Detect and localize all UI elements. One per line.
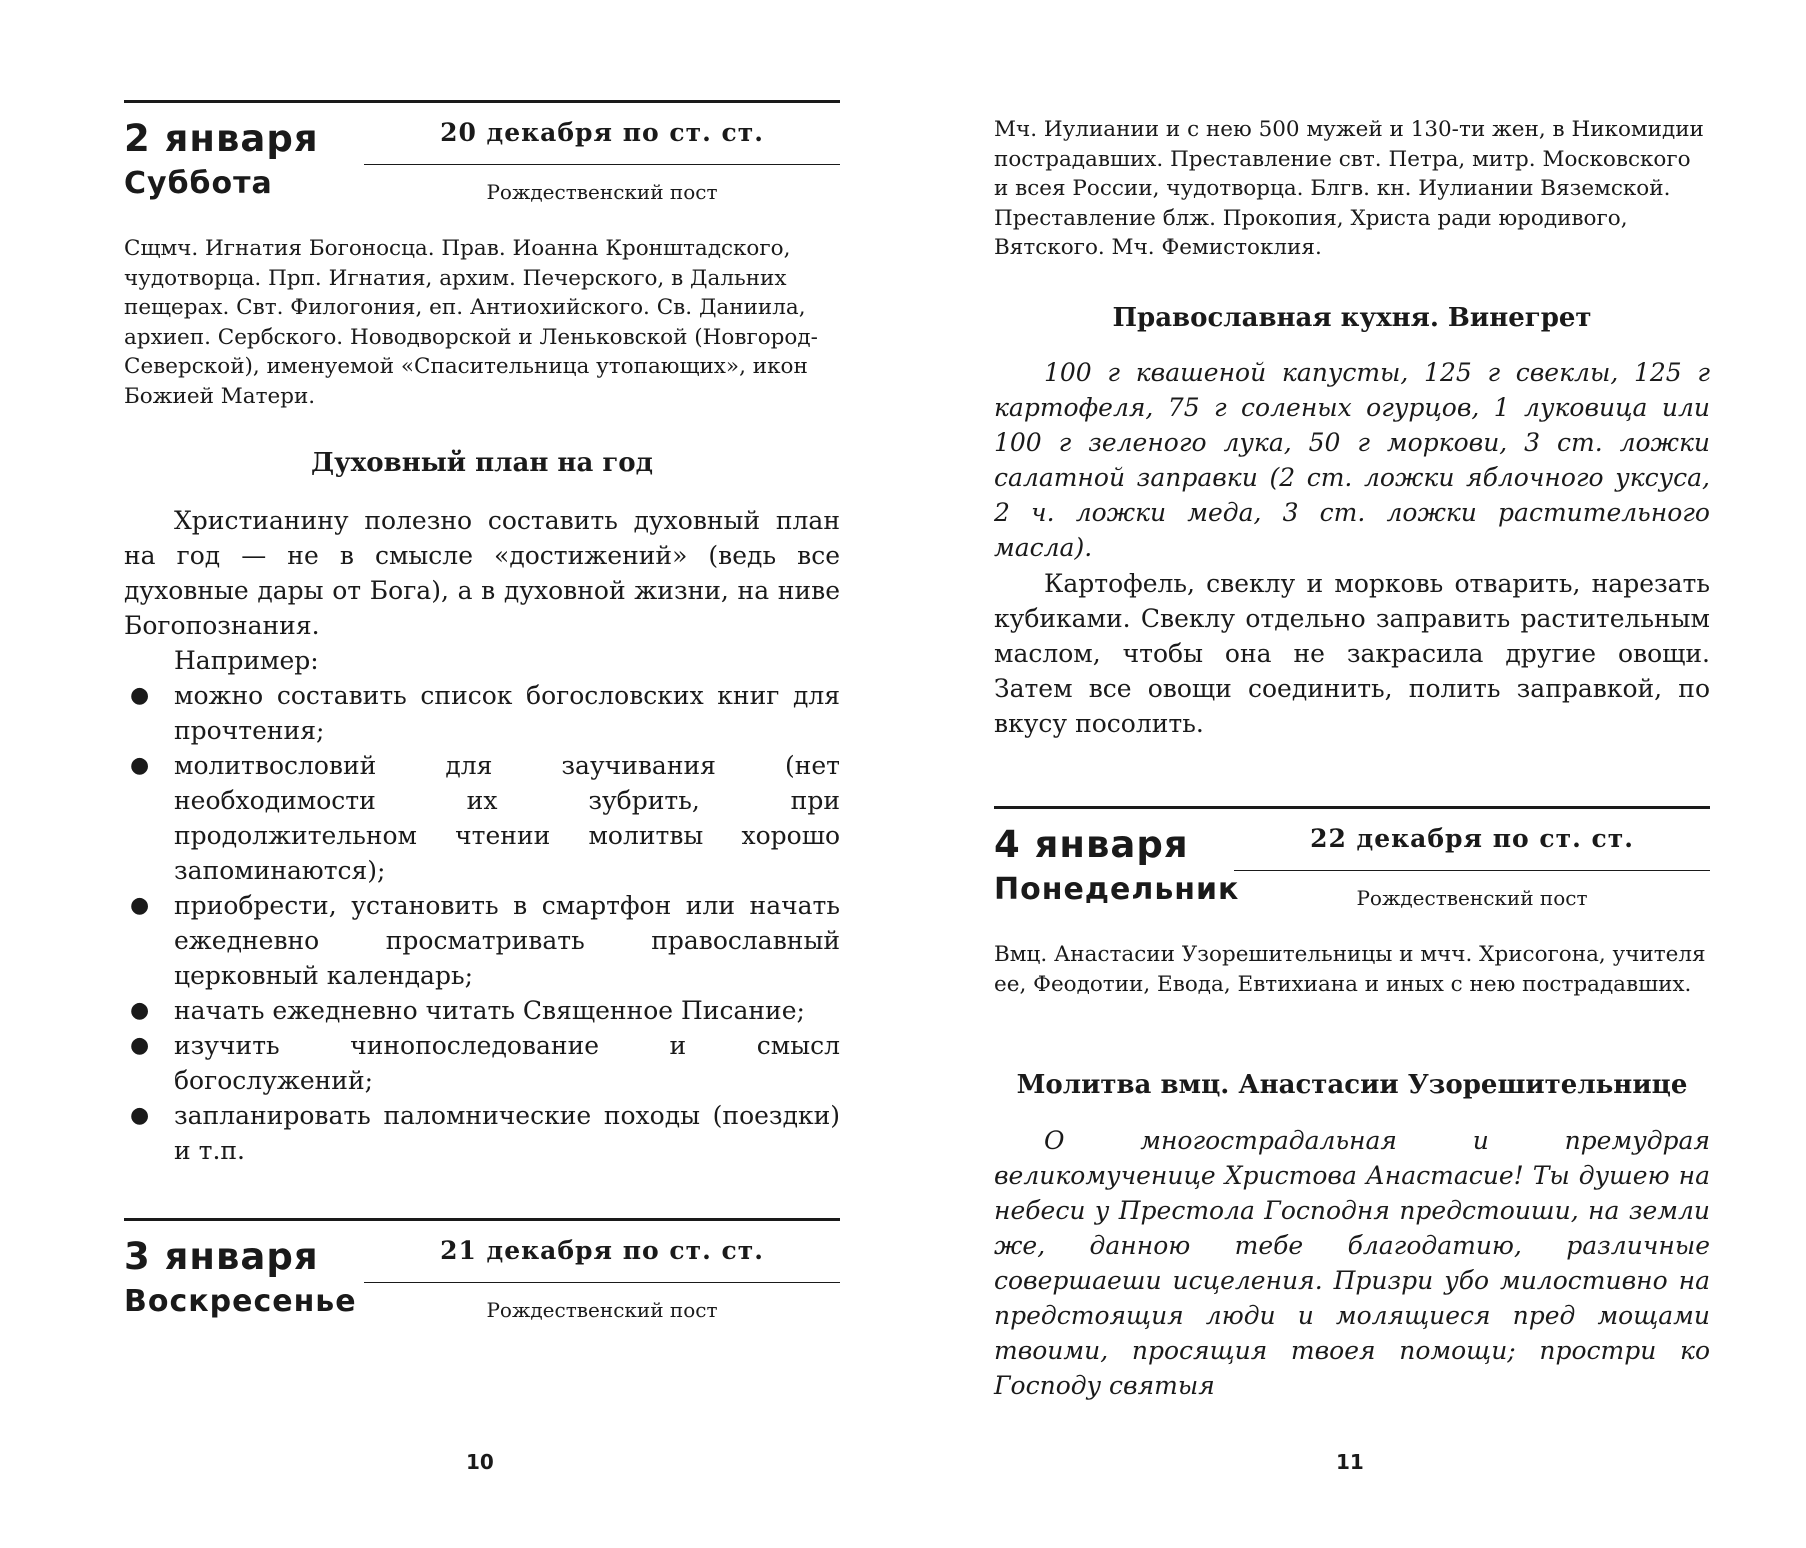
page-number: 10 — [466, 1450, 494, 1474]
saints-commemoration: Сщмч. Игнатия Богоносца. Прав. Иоанна Кронштадского, чудотворца. Прп. Игнатия, архим. Печерского, в Дальних пещерах. Свт. Филогония, еп. Антиохийского. Св. Даниила, архиеп. Сербского. Новодворской и Леньковской (Новгород-Северской), именуемой «Спасительница утопающих», икон Божией Матери. — [124, 236, 818, 409]
bullet-icon: ● — [130, 998, 150, 1023]
day-date: 4 января — [994, 823, 1189, 866]
recipe-method: Картофель, свеклу и морковь отварить, нарезать кубиками. Свеклу отдельно заправить растительным маслом, чтобы она не закрасила другие овощи. Затем все овощи соединить, полить заправкой, по вкусу посолить. — [994, 569, 1710, 738]
list-item: ● начать ежедневно читать Священное Писание; — [124, 993, 840, 1028]
day-weekday: Воскресенье — [124, 1284, 357, 1319]
header-divider — [364, 164, 840, 165]
bullet-icon: ● — [130, 753, 150, 778]
fast-label: Рождественский пост — [486, 1298, 718, 1322]
saints-commemoration: Вмц. Анастасии Узорешительницы и мчч. Хрисогона, учителя ее, Феодотии, Евода, Евтихиана и иных с нею пострадавших. — [994, 942, 1706, 997]
list-item: ● можно составить список богословских книг для прочтения; — [124, 678, 840, 748]
list-item: ● изучить чинопоследование и смысл богослужений; — [124, 1028, 840, 1098]
old-style-date: 22 декабря по ст. ст. — [1310, 824, 1634, 853]
old-style-date: 20 декабря по ст. ст. — [440, 118, 764, 147]
header-divider — [364, 1282, 840, 1283]
day-date: 2 января — [124, 117, 319, 160]
top-rule — [994, 806, 1710, 809]
fast-label: Рождественский пост — [486, 180, 718, 204]
section-intro: Христианину полезно составить духовный план на год — не в смысле «достижений» (ведь все духовные дары от Бога), а в духовной жизни, на ниве Богопознания. — [124, 506, 840, 640]
saints-commemoration-continued: Мч. Иулиании и с нею 500 мужей и 130-ти жен, в Никомидии пострадавших. Преставление свт. Петра, митр. Московского и всея России, чудотворца. Блгв. кн. Иулиании Вяземской. Преставление блж. Прокопия, Христа ради юродивого, Вятского. Мч. Фемистоклия. — [994, 117, 1704, 260]
bullet-icon: ● — [130, 683, 150, 708]
top-rule — [124, 1218, 840, 1221]
day-header-jan3 — [124, 1218, 840, 1358]
fast-label: Рождественский пост — [1356, 886, 1588, 910]
day-date: 3 января — [124, 1235, 319, 1278]
prayer-title: Молитва вмц. Анастасии Узорешительнице — [1016, 1070, 1688, 1100]
bullet-icon: ● — [130, 1103, 150, 1128]
right-page — [994, 0, 1710, 1548]
bullet-icon: ● — [130, 1033, 150, 1058]
prayer-text: О многострадальная и премудрая великомученице Христова Анастасие! Ты душею на небеси у Престола Господня предстоиши, на земли же, данною тебе благодатию, различные совершаеши исцеления. Призри убо милостивно на предстоящия люди и молящиеся пред мощами твоими, просящия твоея помощи; простри ко Господу святыя — [994, 1126, 1710, 1400]
section-title: Духовный план на год — [311, 448, 653, 478]
day-header-jan4 — [994, 806, 1710, 946]
plan-list — [124, 678, 840, 1168]
top-rule — [124, 100, 840, 103]
old-style-date: 21 декабря по ст. ст. — [440, 1236, 764, 1265]
day-header-jan2 — [124, 100, 840, 240]
page-number: 11 — [1336, 1450, 1364, 1474]
bullet-icon: ● — [130, 893, 150, 918]
recipe-title: Православная кухня. Винегрет — [1112, 303, 1592, 333]
day-weekday: Понедельник — [994, 872, 1240, 907]
list-item: ● приобрести, установить в смартфон или начать ежедневно просматривать православный церковный календарь; — [124, 888, 840, 993]
list-item: ● запланировать паломнические походы (поездки) и т.п. — [124, 1098, 840, 1168]
example-label: Например: — [174, 646, 319, 675]
header-divider — [1234, 870, 1710, 871]
list-item: ● молитвословий для заучивания (нет необходимости их зубрить, при продолжительном чтении молитвы хорошо запоминаются); — [124, 748, 840, 888]
left-page — [124, 0, 840, 1548]
day-weekday: Суббота — [124, 166, 273, 201]
recipe-ingredients: 100 г квашеной капусты, 125 г свеклы, 125 г картофеля, 75 г соленых огурцов, 1 луковица или 100 г зеленого лука, 50 г моркови, 3 ст. ложки салатной заправки (2 ст. ложки яблочного уксуса, 2 ч. ложки меда, 3 ст. ложки растительного масла). — [994, 358, 1710, 562]
